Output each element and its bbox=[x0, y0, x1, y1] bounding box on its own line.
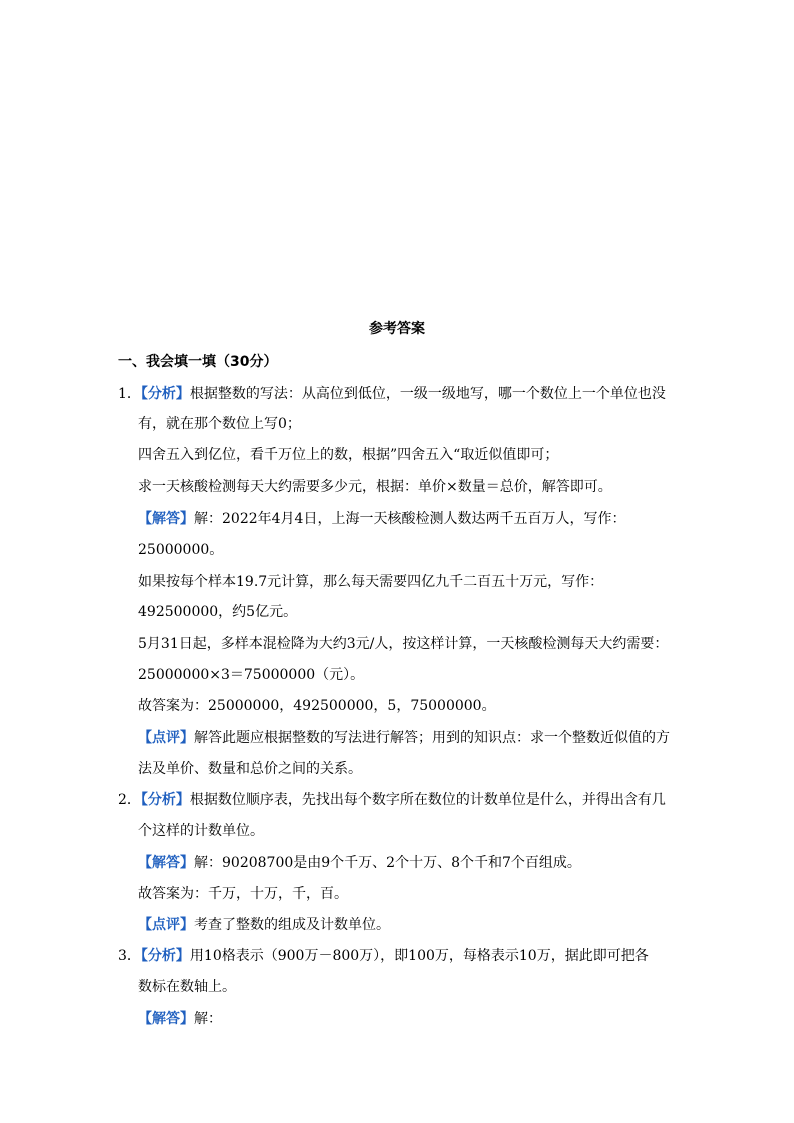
question-number: 1． bbox=[118, 386, 141, 402]
q1-answer-line-6: 25000000×3＝75000000（元）。 bbox=[138, 667, 365, 683]
answer-tag: 【解答】 bbox=[138, 1011, 194, 1027]
answer-tag: 【解答】 bbox=[138, 855, 194, 871]
q1-answer-line-3: 如果按每个样本19.7元计算，那么每天需要四亿九千二百五十万元，写作： bbox=[138, 574, 604, 590]
q1-analysis-line-1 bbox=[118, 384, 666, 404]
q2-analysis-line-1 bbox=[118, 790, 666, 810]
comment-text: 考查了整数的组成及计数单位。 bbox=[194, 917, 390, 933]
q1-analysis-line-2: 有，就在那个数位上写0； bbox=[138, 416, 301, 432]
q2-analysis-line-2: 个这样的计数单位。 bbox=[138, 823, 264, 839]
analysis-tag: 【分析】 bbox=[140, 386, 190, 402]
analysis-text: 根据数位顺序表，先找出每个数字所在数位的计数单位是什么，并得出含有几 bbox=[189, 792, 666, 808]
answer-tag: 【解答】 bbox=[138, 511, 194, 527]
q1-analysis-line-3: 四舍五入到亿位，看千万位上的数，根据”四舍五入“取近似值即可； bbox=[138, 447, 559, 463]
q3-answer-line-1 bbox=[138, 1009, 222, 1029]
q1-answer-line-5: 5月31日起，多样本混检降为大约3元/人，按这样计算，一天核酸检测每天大约需要： bbox=[138, 636, 669, 652]
q1-answer-line-4: 492500000，约5亿元。 bbox=[138, 604, 298, 620]
section-heading: 一、我会填一填（30分） bbox=[118, 354, 278, 370]
question-number: 2． bbox=[118, 792, 141, 808]
answer-text: 解：90208700是由9个千万、2个十万、8个千和7个百组成。 bbox=[194, 855, 581, 871]
q1-comment-line-2: 法及单价、数量和总价之间的关系。 bbox=[138, 761, 362, 777]
q3-analysis-line-1 bbox=[118, 946, 649, 966]
comment-tag: 【点评】 bbox=[138, 917, 194, 933]
answer-text: 解： bbox=[194, 1011, 222, 1027]
q2-answer-line-1 bbox=[138, 853, 581, 873]
q1-answer-line-2: 25000000。 bbox=[138, 542, 224, 558]
question-number: 3． bbox=[118, 948, 141, 964]
q2-answer-line-2: 故答案为：千万，十万，千，百。 bbox=[138, 886, 348, 902]
answer-text: 解：2022年4月4日，上海一天核酸检测人数达两千五百万人，写作： bbox=[194, 511, 626, 527]
q1-analysis-line-4: 求一天核酸检测每天大约需要多少元，根据：单价×数量＝总价，解答即可。 bbox=[138, 479, 612, 495]
q1-comment-line-1 bbox=[138, 728, 670, 748]
comment-tag: 【点评】 bbox=[138, 730, 194, 746]
analysis-text: 根据整数的写法：从高位到低位，一级一级地写，哪一个数位上一个单位也没 bbox=[189, 386, 666, 402]
q1-answer-line-7: 故答案为：25000000，492500000，5，75000000。 bbox=[138, 698, 496, 714]
page-title: 参考答案 bbox=[369, 321, 425, 337]
comment-text: 解答此题应根据整数的写法进行解答；用到的知识点：求一个整数近似值的方 bbox=[194, 730, 670, 746]
q2-comment-line-1 bbox=[138, 915, 390, 935]
analysis-tag: 【分析】 bbox=[140, 792, 190, 808]
analysis-text: 用10格表示（900万－800万），即100万，每格表示10万，据此即可把各 bbox=[189, 948, 649, 964]
q1-answer-line-1 bbox=[138, 509, 625, 529]
analysis-tag: 【分析】 bbox=[140, 948, 190, 964]
q3-analysis-line-2: 数标在数轴上。 bbox=[138, 979, 236, 995]
